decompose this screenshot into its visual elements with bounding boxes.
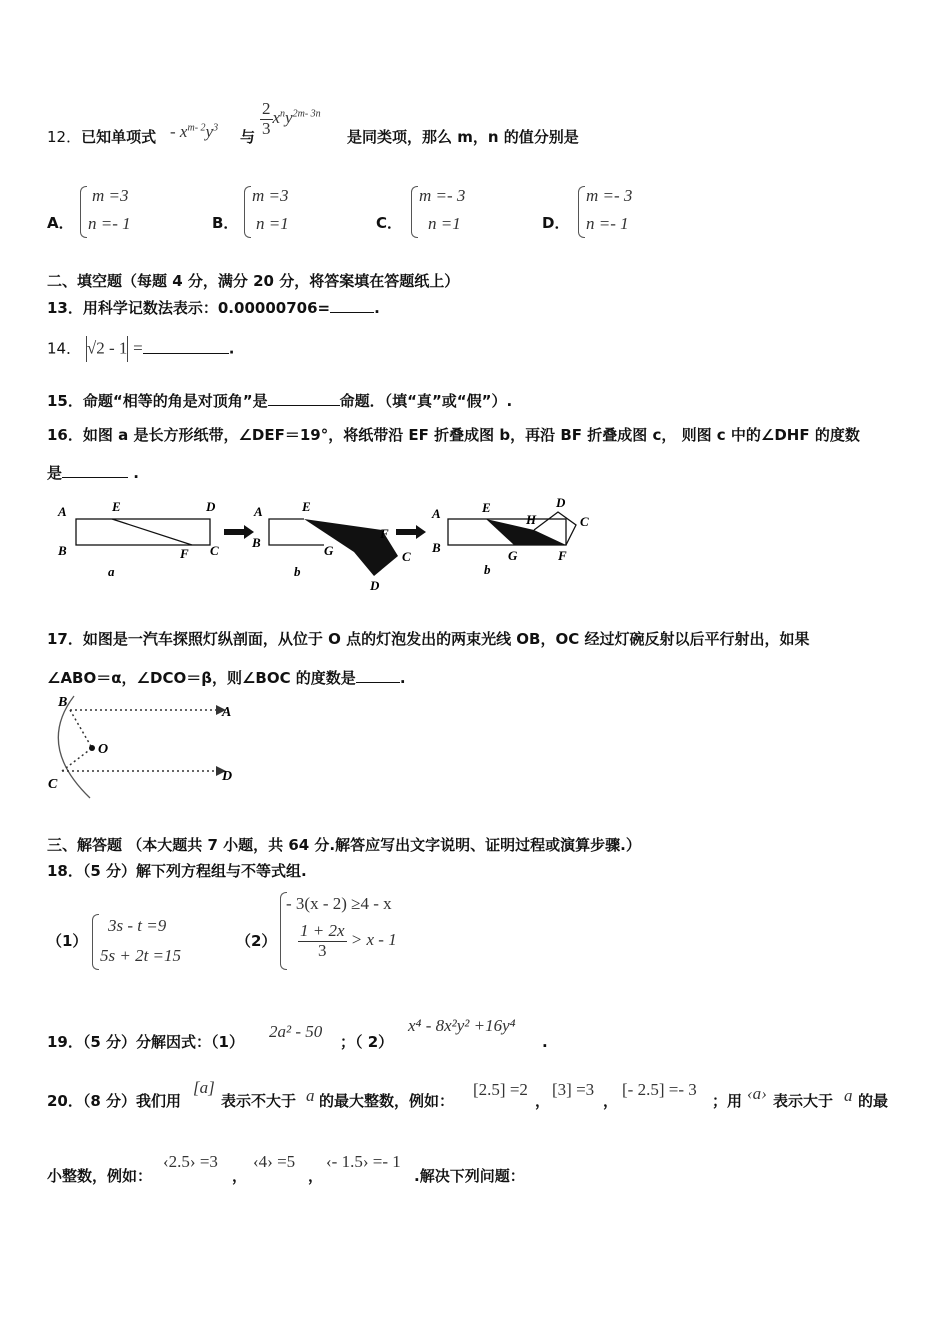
fig-b-caption: b [294, 564, 301, 579]
q15-line: 15．命题“相等的角是对顶角”是 命题．（填“真”或“假”）. [47, 389, 512, 411]
fig-c-label-G: G [508, 548, 518, 563]
option-b-line1: m =3 [252, 186, 289, 205]
option-b-line2: n =1 [256, 214, 289, 233]
fig17-label-B: B [58, 695, 68, 710]
option-a-brace [80, 186, 87, 238]
q18-part2-line1: - 3(x - 2) ≥4 - x [286, 894, 392, 913]
q20-var-a-1: a [306, 1086, 315, 1105]
q14-line: 14． √2 - 1 = . [47, 336, 234, 362]
q17-line1: 17．如图是一汽车探照灯纵剖面，从位于 O 点的灯泡发出的两束光线 OB，OC 经过灯碗反射以后平行射出，如果 [47, 630, 810, 648]
q20-ex4: ‹2.5› =3 [163, 1152, 218, 1171]
option-a-line2: n =- 1 [88, 214, 131, 233]
q20-ex2: [3] =3 [552, 1080, 595, 1099]
q20-text-e: 表示大于 [773, 1092, 834, 1110]
fig-c-label-C: C [580, 514, 589, 529]
option-c-label: C． [376, 214, 403, 232]
option-b-brace [244, 186, 251, 238]
q20-ex5: ‹4› =5 [253, 1152, 296, 1171]
fig-c-label-D: D [556, 495, 566, 510]
q16-figure [44, 492, 604, 596]
q19-expr2: x⁴ - 8x²y² +16y⁴ [408, 1016, 516, 1035]
q14-expr: √2 - 1 [86, 338, 128, 358]
option-c-brace [411, 186, 418, 238]
section-2-title: 二、填空题（每题 4 分，满分 20 分，将答案填在答题纸上） [47, 272, 460, 290]
fig-c-label-H: H [526, 512, 537, 527]
q16-answer-blank[interactable] [62, 461, 128, 478]
q20-comma-1: ， [535, 1092, 551, 1110]
q20-line2-b: .解决下列问题： [414, 1167, 525, 1185]
q12-fraction: $\frac{2}{3}$ [262, 99, 271, 138]
fig-a-label-A: A [58, 504, 67, 519]
fig-a-label-F: F [180, 546, 189, 561]
fig-b-label-F: F [380, 526, 389, 541]
fig-a-label-D: D [206, 499, 216, 514]
fig-c-caption: b [484, 562, 491, 577]
q18-text: 18．（5 分）解下列方程组与不等式组. [47, 862, 307, 880]
q12-monomial-1: - $x^{m- 2}y^3$ [170, 122, 219, 141]
fig-c-label-F: F [558, 548, 567, 563]
q20-ex6: ‹- 1.5› =- 1 [326, 1152, 401, 1171]
option-d-brace [578, 186, 585, 238]
q18-part1-line2: 5s + 2t =15 [100, 946, 182, 965]
option-a-label: A． [47, 214, 74, 232]
q20-var-a-2: a [844, 1086, 853, 1105]
q19-end: . [542, 1033, 548, 1051]
q14-answer-blank[interactable] [143, 337, 229, 354]
q18-part1-brace [92, 914, 99, 970]
q18-part1-label: （1） [47, 932, 88, 950]
q18-part2-label: （2） [236, 932, 277, 950]
q19-sep: ；（ 2） [340, 1033, 394, 1051]
fig-a-label-E: E [112, 499, 121, 514]
fig17-label-C: C [48, 777, 58, 792]
fig-b-label-B: B [252, 535, 261, 550]
q20-line2-a: 小整数，例如： [47, 1167, 153, 1185]
q14-number: 14． [47, 339, 82, 358]
q20-sym1: [a] [193, 1078, 215, 1097]
q13-line: 13．用科学记数法表示：0.00000706= . [47, 296, 380, 318]
fig-b-label-G: G [324, 543, 334, 558]
fig-c-label-B: B [432, 540, 441, 555]
q12-line [47, 126, 156, 147]
q20-text-d: ；用 [712, 1092, 743, 1110]
fig-b-label-E: E [302, 499, 311, 514]
fig-b-label-D: D [370, 578, 380, 593]
q12-monomial-2: $\frac{2}{3}$ $x^ny^{2m- 3n}$ [262, 99, 321, 138]
fig-a-label-C: C [210, 543, 219, 558]
fig-a-label-B: B [58, 543, 67, 558]
q18-part2-fraction: $\frac{1 + 2x}{3}$ [300, 921, 345, 960]
fig-arrow-2 [396, 525, 426, 539]
q16-line2: 是 . [47, 461, 139, 483]
option-d-line2: n =- 1 [586, 214, 629, 233]
q19-text: 19．（5 分）分解因式：（1） [47, 1033, 244, 1051]
fig-b-label-A: A [254, 504, 263, 519]
option-c-line2: n =1 [428, 214, 461, 233]
q20-text-a: 20．（8 分）我们用 [47, 1092, 182, 1110]
q19-expr1: 2a² - 50 [269, 1022, 323, 1041]
q20-text-b: 表示不大于 [221, 1092, 297, 1110]
q16-line1: 16．如图 a 是长方形纸带，∠DEF＝19°，将纸带沿 EF 折叠成图 b，再沿 BF 折叠成图 c， 则图 c 中的∠DHF 的度数 [47, 426, 860, 444]
q20-ex3: [- 2.5] =- 3 [622, 1080, 697, 1099]
q18-part1-line1: 3s - t =9 [108, 916, 167, 935]
fig-arrow-1 [224, 525, 254, 539]
q17-figure [40, 690, 250, 802]
q20-sym2: ‹a› [747, 1084, 767, 1103]
fig-c-label-A: A [432, 506, 441, 521]
fig17-label-O: O [98, 742, 109, 757]
q13-answer-blank[interactable] [330, 296, 374, 313]
option-c-line1: m =- 3 [419, 186, 466, 205]
q18-part2-line2: $\frac{1 + 2x}{3}$ > x - 1 [300, 921, 397, 960]
q20-comma-2: ， [603, 1092, 619, 1110]
q12-number: 12． [47, 128, 82, 146]
fig17-label-A: A [222, 705, 232, 720]
q15-answer-blank[interactable] [268, 389, 340, 406]
q20-comma-3: ， [232, 1167, 248, 1185]
option-d-line1: m =- 3 [586, 186, 633, 205]
option-d-label: D． [542, 214, 570, 232]
section-3-title: 三、解答题 （本大题共 7 小题，共 64 分.解答应写出文字说明、证明过程或演算步骤.） [47, 836, 641, 854]
q20-comma-4: ， [308, 1167, 324, 1185]
q12-text-a: 已知单项式 [81, 128, 157, 146]
q20-text-c: 的最大整数，例如： [319, 1092, 455, 1110]
option-b-label: B． [212, 214, 239, 232]
q17-line2: ∠ABO＝α，∠DCO＝β，则∠BOC 的度数是 . [47, 666, 406, 688]
q20-text-f: 的最 [858, 1092, 889, 1110]
fig-b-label-C: C [402, 549, 411, 564]
fig-a-caption: a [108, 564, 115, 579]
option-a-line1: m =3 [92, 186, 129, 205]
q12-conj: 与 [240, 128, 256, 146]
fig-c-label-E: E [482, 500, 491, 515]
q20-ex1: [2.5] =2 [473, 1080, 528, 1099]
fig17-label-D: D [222, 769, 233, 784]
q17-answer-blank[interactable] [356, 666, 400, 683]
q12-text-b: 是同类项，那么 m，n 的值分别是 [347, 128, 579, 146]
